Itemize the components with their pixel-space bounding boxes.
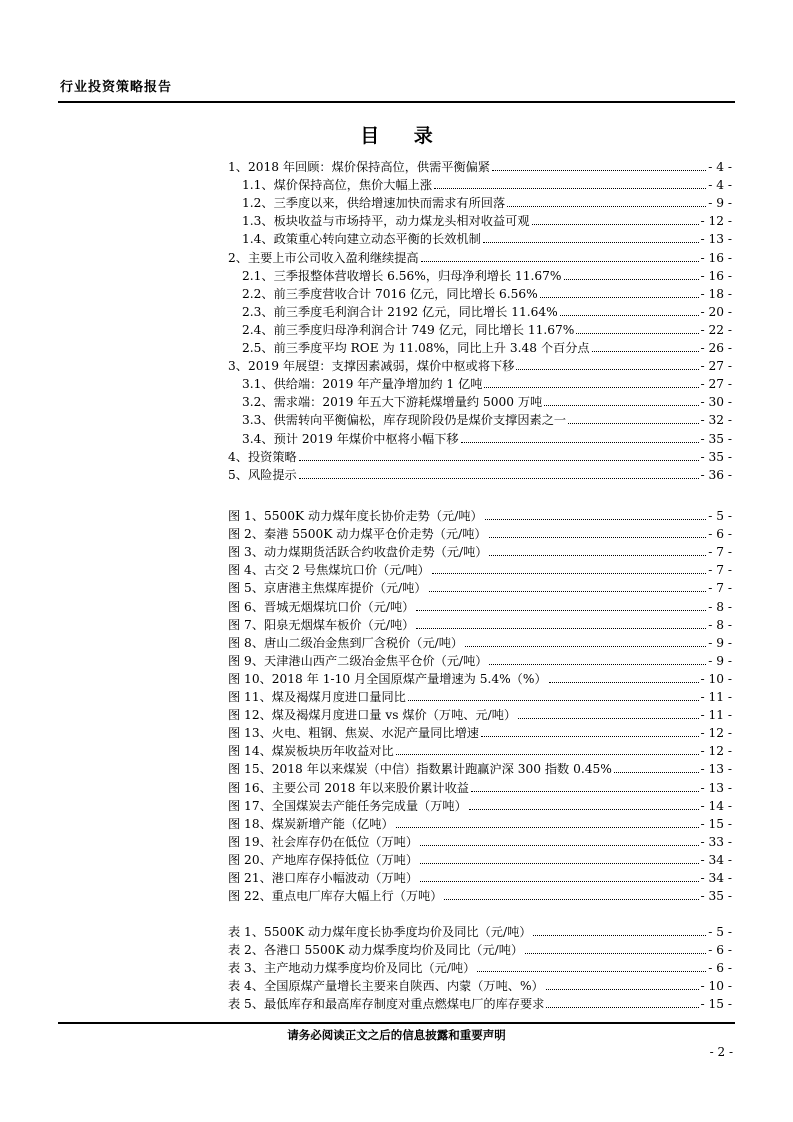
dot-leader bbox=[489, 664, 706, 665]
dot-leader bbox=[396, 827, 699, 828]
toc-entry-page: - 26 - bbox=[700, 341, 732, 355]
dot-leader bbox=[481, 736, 699, 737]
dot-leader bbox=[540, 297, 699, 298]
toc-entry-page: - 9 - bbox=[708, 635, 732, 650]
toc-entry-label: 图 6、晋城无烟煤坑口价（元/吨） bbox=[228, 599, 415, 614]
toc-figure-entry[interactable] bbox=[228, 867, 732, 885]
toc-figure-entry[interactable] bbox=[228, 650, 732, 668]
toc-section-entry[interactable] bbox=[228, 355, 732, 373]
toc-entry-label: 表 4、全国原煤产量增长主要来自陕西、内蒙（万吨、%） bbox=[228, 979, 544, 994]
dot-leader bbox=[533, 935, 706, 936]
dot-leader bbox=[465, 646, 706, 647]
toc-entry-label: 图 8、唐山二级冶金焦到厂含税价（元/吨） bbox=[228, 635, 464, 650]
toc-table-entry[interactable] bbox=[228, 921, 732, 939]
toc-entry-label: 表 5、最低库存和最高库存制度对重点燃煤电厂的库存要求 bbox=[228, 997, 545, 1012]
dot-leader bbox=[429, 591, 707, 592]
toc-entry-page: - 13 - bbox=[700, 780, 732, 795]
toc-entry-label: 图 22、重点电厂库存大幅上行（万吨） bbox=[228, 889, 443, 904]
toc-section-entry[interactable] bbox=[242, 283, 732, 301]
toc-entry-label: 3.1、供给端：2019 年产量净增加约 1 亿吨 bbox=[242, 377, 483, 392]
toc-entry-label: 图 18、煤炭新增产能（亿吨） bbox=[228, 816, 394, 831]
toc-entry-page: - 32 - bbox=[700, 413, 732, 428]
toc-entry-page: - 15 - bbox=[700, 816, 732, 831]
dot-leader bbox=[568, 423, 698, 424]
toc-entry-page: - 9 - bbox=[708, 196, 732, 211]
toc-entry-page: - 4 - bbox=[708, 160, 732, 174]
toc-entry-page: - 33 - bbox=[700, 834, 732, 849]
toc-table-entry[interactable] bbox=[228, 975, 732, 993]
dot-leader bbox=[420, 845, 698, 846]
dot-leader bbox=[420, 863, 698, 864]
toc-entry-label: 图 20、产地库存保持低位（万吨） bbox=[228, 852, 419, 867]
toc-figure-entry[interactable] bbox=[228, 577, 732, 595]
toc-entry-label: 图 2、秦港 5500K 动力煤平仓价走势（元/吨） bbox=[228, 527, 487, 542]
dot-leader bbox=[471, 791, 699, 792]
dot-leader bbox=[461, 442, 699, 443]
toc-section-entry[interactable] bbox=[242, 192, 732, 210]
toc-entry-label: 1、2018 年回顾：煤价保持高位，供需平衡偏紧 bbox=[228, 160, 491, 174]
toc-entry-label: 3.3、供需转向平衡偏松，库存现阶段仍是煤价支撑因素之一 bbox=[242, 413, 567, 428]
toc-section-entry[interactable] bbox=[242, 391, 732, 409]
toc-entry-label: 图 12、煤及褐煤月度进口量 vs 煤价（万吨、元/吨） bbox=[228, 708, 517, 723]
toc-entry-page: - 12 - bbox=[700, 214, 732, 229]
toc-entry-label: 图 4、古交 2 号焦煤坑口价（元/吨） bbox=[228, 563, 430, 578]
toc-figure-entry[interactable] bbox=[228, 758, 732, 776]
dot-leader bbox=[592, 351, 699, 352]
toc-figure-entry[interactable] bbox=[228, 559, 732, 577]
toc-entry-label: 图 13、火电、粗钢、焦炭、水泥产量同比增速 bbox=[228, 726, 479, 741]
toc-entry-page: - 13 - bbox=[700, 762, 732, 777]
toc-section-entry[interactable] bbox=[242, 265, 732, 283]
toc-entry-page: - 30 - bbox=[700, 395, 732, 410]
toc-entry-label: 2.4、前三季度归母净利润合计 749 亿元，同比增长 11.67% bbox=[242, 322, 575, 337]
toc-entry-label: 图 1、5500K 动力煤年度长协价走势（元/吨） bbox=[228, 509, 483, 523]
toc-entry-label: 3、2019 年展望：支撑因素减弱，煤价中枢或将下移 bbox=[228, 359, 515, 374]
toc-entry-label: 图 16、主要公司 2018 年以来股价累计收益 bbox=[228, 780, 469, 795]
toc-entry-label: 2.3、前三季度毛利润合计 2192 亿元，同比增长 11.64% bbox=[242, 304, 558, 319]
toc-entry-page: - 16 - bbox=[700, 250, 732, 265]
toc-figure-entry[interactable] bbox=[228, 614, 732, 632]
toc-entry-page: - 27 - bbox=[700, 359, 732, 374]
toc-entry-page: - 14 - bbox=[700, 798, 732, 813]
dot-leader bbox=[485, 519, 707, 520]
toc-entry-label: 图 10、2018 年 1-10 月全国原煤产量增速为 5.4%（%） bbox=[228, 671, 547, 686]
toc-entry-label: 5、风险提示 bbox=[228, 467, 297, 482]
dot-leader bbox=[549, 682, 699, 683]
toc-entry-label: 4、投资策略 bbox=[228, 449, 297, 464]
toc-entry-page: - 7 - bbox=[708, 563, 732, 578]
toc-entry-page: - 18 - bbox=[700, 286, 732, 301]
toc-section-entry[interactable] bbox=[228, 247, 732, 265]
dot-leader bbox=[483, 242, 699, 243]
toc-entry-label: 1.3、板块收益与市场持平，动力煤龙头相对收益可观 bbox=[242, 214, 530, 229]
dot-leader bbox=[492, 170, 706, 171]
toc-section-entry[interactable] bbox=[242, 228, 732, 246]
toc-entry-page: - 20 - bbox=[700, 304, 732, 319]
toc-entry-page: - 8 - bbox=[708, 617, 732, 632]
toc-section-entry[interactable] bbox=[242, 174, 732, 192]
dot-leader bbox=[469, 809, 699, 810]
toc-entry-label: 1.1、煤价保持高位，焦价大幅上涨 bbox=[242, 178, 433, 193]
toc-table-entry[interactable] bbox=[228, 957, 732, 975]
toc-table-entry[interactable] bbox=[228, 993, 732, 1011]
toc-entry-label: 图 19、社会库存仍在低位（万吨） bbox=[228, 834, 419, 849]
toc-entry-label: 2、主要上市公司收入盈利继续提高 bbox=[228, 250, 419, 265]
toc-entry-page: - 6 - bbox=[708, 943, 732, 958]
toc-section-entry[interactable] bbox=[228, 464, 732, 482]
toc-section-entry[interactable] bbox=[228, 446, 732, 464]
toc-entry-page: - 35 - bbox=[700, 431, 732, 446]
dot-leader bbox=[421, 261, 699, 262]
toc-section-entry[interactable] bbox=[242, 337, 732, 355]
toc-entry-label: 2.5、前三季度平均 ROE 为 11.08%，同比上升 3.48 个百分点 bbox=[242, 341, 590, 355]
toc-entry-label: 1.2、三季度以来，供给增速加快而需求有所回落 bbox=[242, 196, 506, 211]
dot-leader bbox=[434, 188, 706, 189]
dot-leader bbox=[576, 333, 698, 334]
toc-figure-entry[interactable] bbox=[228, 505, 732, 523]
dot-leader bbox=[444, 899, 698, 900]
toc-entry-label: 3.2、需求端：2019 年五大下游耗煤增量约 5000 万吨 bbox=[242, 395, 543, 410]
dot-leader bbox=[477, 971, 706, 972]
dot-leader bbox=[507, 206, 706, 207]
dot-leader bbox=[408, 700, 699, 701]
toc-entry-page: - 11 - bbox=[700, 708, 732, 723]
toc-figure-entry[interactable] bbox=[228, 523, 732, 541]
toc-entry-page: - 6 - bbox=[708, 961, 732, 976]
toc-entry-page: - 10 - bbox=[700, 671, 732, 686]
toc-entry-label: 表 3、主产地动力煤季度均价及同比（元/吨） bbox=[228, 961, 476, 976]
toc-entry-page: - 7 - bbox=[708, 581, 732, 596]
toc-entry-label: 图 11、煤及褐煤月度进口量同比 bbox=[228, 690, 406, 704]
toc-entry-page: - 7 - bbox=[708, 545, 732, 560]
dot-leader bbox=[564, 279, 699, 280]
dot-leader bbox=[484, 387, 698, 388]
toc-figure-entry[interactable] bbox=[228, 813, 732, 831]
dot-leader bbox=[299, 478, 699, 479]
report-type-header: 行业投资策略报告 bbox=[60, 80, 173, 95]
page-number: - 2 - bbox=[709, 1045, 733, 1059]
toc-entry-page: - 16 - bbox=[700, 268, 732, 283]
toc-entry-page: - 10 - bbox=[700, 979, 732, 994]
toc-entry-label: 图 14、煤炭板块历年收益对比 bbox=[228, 744, 394, 759]
toc-section-entry[interactable] bbox=[242, 210, 732, 228]
dot-leader bbox=[420, 881, 698, 882]
toc-entry-page: - 12 - bbox=[700, 744, 732, 759]
toc-entry-page: - 11 - bbox=[700, 690, 732, 704]
toc-figure-entry[interactable] bbox=[228, 541, 732, 559]
toc-entry-page: - 6 - bbox=[708, 527, 732, 542]
toc-figure-entry[interactable] bbox=[228, 831, 732, 849]
toc-entry-label: 图 17、全国煤炭去产能任务完成量（万吨） bbox=[228, 798, 467, 813]
toc-entry-label: 表 1、5500K 动力煤年度长协季度均价及同比（元/吨） bbox=[228, 925, 532, 939]
dot-leader bbox=[546, 1007, 698, 1008]
footer-divider bbox=[58, 1022, 735, 1024]
toc-entry-page: - 4 - bbox=[708, 178, 732, 193]
dot-leader bbox=[518, 718, 698, 719]
toc-entry-page: - 8 - bbox=[708, 599, 732, 614]
toc-figure-entry[interactable] bbox=[228, 885, 732, 903]
toc-entry-page: - 15 - bbox=[700, 997, 732, 1012]
toc-entry-page: - 36 - bbox=[700, 467, 732, 482]
header-divider bbox=[58, 101, 735, 103]
dot-leader bbox=[560, 315, 699, 316]
toc-table-entry[interactable] bbox=[228, 939, 732, 957]
toc-section-entry[interactable] bbox=[242, 409, 732, 427]
dot-leader bbox=[416, 610, 706, 611]
toc-figure-entry[interactable] bbox=[228, 722, 732, 740]
toc-figure-entry[interactable] bbox=[228, 632, 732, 650]
dot-leader bbox=[489, 555, 706, 556]
toc-entry-page: - 34 - bbox=[700, 871, 732, 885]
dot-leader bbox=[544, 405, 698, 406]
dot-leader bbox=[614, 772, 699, 773]
toc-figure-entry[interactable] bbox=[228, 686, 732, 704]
toc-entry-label: 图 21、港口库存小幅波动（万吨） bbox=[228, 871, 419, 885]
toc-figure-entry[interactable] bbox=[228, 740, 732, 758]
toc-section-entry[interactable] bbox=[242, 428, 732, 446]
toc-entry-page: - 13 - bbox=[700, 232, 732, 247]
toc-entry-page: - 9 - bbox=[708, 653, 732, 668]
dot-leader bbox=[299, 460, 699, 461]
toc-section-entry[interactable] bbox=[242, 373, 732, 391]
dot-leader bbox=[532, 224, 699, 225]
dot-leader bbox=[525, 953, 706, 954]
dot-leader bbox=[516, 369, 698, 370]
toc-entry-page: - 35 - bbox=[700, 889, 732, 904]
toc-entry-label: 表 2、各港口 5500K 动力煤季度均价及同比（元/吨） bbox=[228, 943, 524, 958]
dot-leader bbox=[546, 989, 699, 990]
dot-leader bbox=[396, 754, 699, 755]
toc-figure-entry[interactable] bbox=[228, 704, 732, 722]
toc-entry-label: 图 15、2018 年以来煤炭（中信）指数累计跑赢沪深 300 指数 0.45% bbox=[228, 762, 612, 777]
dot-leader bbox=[432, 573, 706, 574]
toc-figure-entry[interactable] bbox=[228, 596, 732, 614]
toc-entry-page: - 27 - bbox=[700, 377, 732, 392]
toc-entry-label: 图 5、京唐港主焦煤库提价（元/吨） bbox=[228, 581, 427, 596]
disclaimer-notice: 请务必阅读正文之后的信息披露和重要声明 bbox=[287, 1028, 506, 1042]
toc-entry-page: - 12 - bbox=[700, 726, 732, 741]
toc-figure-entry[interactable] bbox=[228, 777, 732, 795]
toc-entry-page: - 35 - bbox=[700, 449, 732, 464]
toc-entry-page: - 22 - bbox=[700, 322, 732, 337]
toc-entry-label: 3.4、预计 2019 年煤价中枢将小幅下移 bbox=[242, 431, 459, 446]
toc-section-entry[interactable] bbox=[228, 156, 732, 174]
toc-figure-entry[interactable] bbox=[228, 795, 732, 813]
toc-figure-entry[interactable] bbox=[228, 668, 732, 686]
toc-title: 目 录 bbox=[360, 125, 447, 147]
toc-entry-label: 1.4、政策重心转向建立动态平衡的长效机制 bbox=[242, 232, 481, 247]
toc-entry-label: 图 9、天津港山西产二级冶金焦平仓价（元/吨） bbox=[228, 653, 488, 668]
toc-entry-label: 图 3、动力煤期货活跃合约收盘价走势（元/吨） bbox=[228, 545, 488, 560]
toc-section-entry[interactable] bbox=[242, 319, 732, 337]
toc-entry-page: - 5 - bbox=[708, 509, 732, 523]
toc-entry-page: - 34 - bbox=[700, 852, 732, 867]
toc-figure-entry[interactable] bbox=[228, 849, 732, 867]
dot-leader bbox=[489, 537, 707, 538]
dot-leader bbox=[416, 628, 706, 629]
toc-entry-label: 2.1、三季报整体营收增长 6.56%，归母净利增长 11.67% bbox=[242, 268, 562, 283]
toc-entry-label: 图 7、阳泉无烟煤车板价（元/吨） bbox=[228, 617, 415, 632]
toc-entry-label: 2.2、前三季度营收合计 7016 亿元，同比增长 6.56% bbox=[242, 286, 538, 301]
toc-section-entry[interactable] bbox=[242, 301, 732, 319]
toc-entry-page: - 5 - bbox=[708, 925, 732, 939]
